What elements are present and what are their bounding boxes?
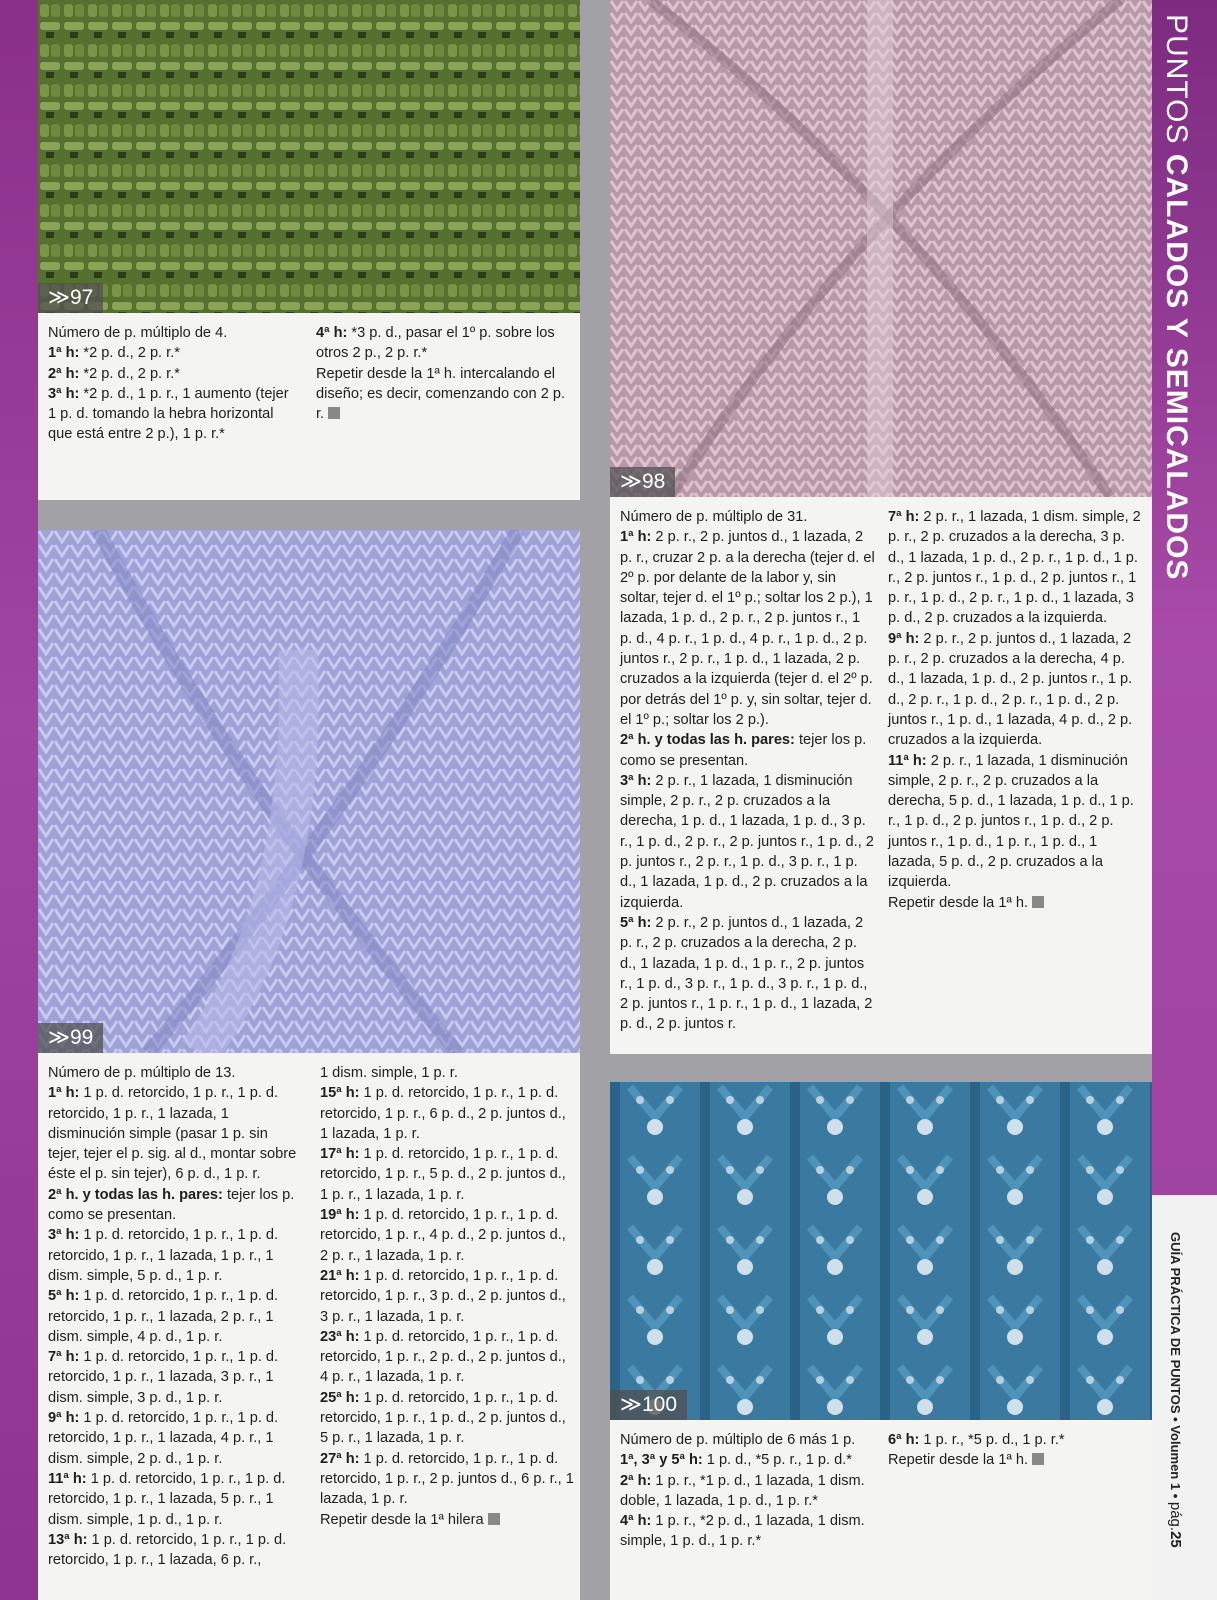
instruction-line: 2ª h. y todas las h. pares: tejer los p. como se presentan. xyxy=(620,732,867,769)
instruction-line: 15ª h: 1 p. d. retorcido, 1 p. r., 1 p. d. retorcido, 1 p. r., 6 p. d., 2 p. juntos d., 1 lazada, 1 p. r. xyxy=(320,1085,566,1142)
instruction-line: Número de p. múltiplo de 6 más 1 p. xyxy=(620,1432,856,1448)
instruction-line: 11ª h: 1 p. d. retorcido, 1 p. r., 1 p. d. retorcido, 1 p. r., 1 lazada, 5 p. r., 1 dism. simple, 1 p. d., 1 p. r. xyxy=(48,1470,286,1528)
instruction-line: 4ª h: *3 p. d., pasar el 1º p. sobre los otros 2 p., 2 p. r.* xyxy=(316,325,555,362)
instruction-line: Repetir desde la 1ª h. xyxy=(888,893,1144,913)
instruction-line: Repetir desde la 1ª h. intercalando el diseño; es decir, comenzando con 2 p. r. xyxy=(316,365,566,423)
instruction-line: Número de p. múltiplo de 31. xyxy=(620,509,808,525)
instruction-line: 1ª h: *2 p. d., 2 p. r.* xyxy=(48,345,180,362)
side-title-light: PUNTOS xyxy=(1160,14,1193,154)
instruction-line: Repetir desde la 1ª hilera xyxy=(320,1510,574,1530)
swatch-photo-98 xyxy=(610,0,1152,497)
instruction-line: Repetir desde la 1ª h. xyxy=(888,1450,1144,1470)
instruction-line: 1 dism. simple, 1 p. r. xyxy=(320,1065,458,1081)
instructions-col-2 xyxy=(316,323,566,424)
left-color-band xyxy=(0,0,38,1600)
instructions-col-1 xyxy=(620,1430,876,1552)
end-square-icon xyxy=(488,1513,500,1525)
instruction-line: 3ª h: *2 p. d., 1 p. r., 1 aumento (tejer 1 p. d. tomando la hebra horizontal que está entre 2 p.), 1 p. r.* xyxy=(48,385,289,443)
instruction-line: 5ª h: 1 p. d. retorcido, 1 p. r., 1 p. d. retorcido, 1 p. r., 1 lazada, 2 p. r., 1 dism. simple, 4 p. d., 1 p. r. xyxy=(48,1288,279,1345)
instruction-line: 2ª h: *2 p. d., 2 p. r.* xyxy=(48,365,180,382)
lavender-knit-swatch xyxy=(38,530,580,1053)
swatch-number-99: ≫99 xyxy=(38,1023,103,1053)
instruction-line: 19ª h: 1 p. d. retorcido, 1 p. r., 1 p. d. retorcido, 1 p. r., 4 p. d., 2 p. juntos d., 2 p. r., 1 lazada, 1 p. r. xyxy=(320,1207,566,1264)
instructions-col-2 xyxy=(888,507,1144,913)
instruction-line: 4ª h: 1 p. r., *2 p. d., 1 lazada, 1 dism. simple, 1 p. d., 1 p. r.* xyxy=(620,1513,865,1550)
blue-knit-swatch xyxy=(610,1082,1152,1420)
instruction-line: 7ª h: 1 p. d. retorcido, 1 p. r., 1 p. d. retorcido, 1 p. r., 1 lazada, 3 p. r., 1 dism. simple, 3 p. d., 1 p. r. xyxy=(48,1349,279,1406)
instructions-col-1 xyxy=(48,323,298,445)
instruction-line: 23ª h: 1 p. d. retorcido, 1 p. r., 1 p. d. retorcido, 1 p. r., 2 p. d., 2 p. juntos d., 4 p. r., 1 lazada, 1 p. r. xyxy=(320,1328,566,1386)
instruction-line: 1ª h: 2 p. r., 2 p. juntos d., 1 lazada, 2 p. r., cruzar 2 p. a la derecha (tejer d. el 2º p. por delante de la labor y, sin soltar, tejer d. el 1º p.; soltar los 2 p.), 1 lazada, 1 p. d., 2 p. r., 2 p. juntos r., 1 p. d., 4 p. r., 1 p. d., 4 p. r., 1 p. d., 2 p. juntos r., 2 p. r., 1 p. d., 1 lazada, 2 p. cruzados a la izquierda (tejer d. el 2º p. por detrás del 1º p. y, sin soltar, tejer d. el 1º p.; soltar los 2 p.). xyxy=(620,529,875,728)
green-knit-swatch xyxy=(38,0,580,313)
side-title-bold: CALADOS Y SEMICALADOS xyxy=(1160,153,1193,581)
section-side-title xyxy=(1157,14,1195,604)
instructions-col-2 xyxy=(320,1063,574,1530)
section-divider xyxy=(38,500,580,530)
swatch-photo-100 xyxy=(610,1082,1152,1420)
instruction-line: 27ª h: 1 p. d. retorcido, 1 p. r., 1 p. d. retorcido, 1 p. r., 2 p. juntos d., 6 p. r., 1 lazada, 1 p. r. xyxy=(320,1450,574,1508)
instruction-line: 21ª h: 1 p. d. retorcido, 1 p. r., 1 p. d. retorcido, 1 p. r., 3 p. d., 2 p. juntos d., 3 p. r., 1 lazada, 1 p. r. xyxy=(320,1267,566,1325)
instructions-col-1 xyxy=(48,1063,302,1570)
swatch-photo-99 xyxy=(38,530,580,1053)
instruction-line: 9ª h: 1 p. d. retorcido, 1 p. r., 1 p. d. retorcido, 1 p. r., 1 lazada, 4 p. r., 1 dism. simple, 2 p. d., 1 p. r. xyxy=(48,1410,279,1467)
instruction-line: 5ª h: 2 p. r., 2 p. juntos d., 1 lazada, 2 p. r., 2 p. cruzados a la derecha, 2 p. d., 1 lazada, 1 p. d., 1 p. r., 2 p. juntos r., 1 p. d., 3 p. r., 1 p. d., 3 p. r., 1 p. d., 2 p. juntos r., 1 p. r., 1 p. d., 1 lazada, 2 p. d., 2 p. juntos r. xyxy=(620,914,873,1033)
instructions-col-1 xyxy=(620,507,876,1035)
instruction-line: 9ª h: 2 p. r., 2 p. juntos d., 1 lazada, 2 p. r., 2 p. cruzados a la derecha, 4 p. d., 1 lazada, 1 p. d., 2 p. juntos r., 1 p. d., 2 p. r., 1 p. d., 2 p. r., 1 p. d., 2 p. juntos r., 1 p. d., 1 lazada, 4 p. d., 2 p. cruzados a la izquierda. xyxy=(888,630,1133,749)
section-divider xyxy=(610,1054,1152,1082)
instructions-panel-97 xyxy=(38,313,580,500)
swatch-number-98: ≫98 xyxy=(610,467,675,497)
end-square-icon xyxy=(328,407,340,419)
instruction-line: 7ª h: 2 p. r., 1 lazada, 1 dism. simple, 2 p. r., 2 p. cruzados a la derecha, 3 p. d., 1 lazada, 1 p. d., 2 p. r., 1 p. d., 1 p. r., 2 p. juntos r., 1 p. d., 2 p. juntos r., 1 p. r., 1 p. d., 2 p. r., 1 p. d., 1 lazada, 3 p. d., 2 p. cruzados a la izquierda. xyxy=(888,509,1141,627)
instruction-line: 3ª h: 2 p. r., 1 lazada, 1 disminución simple, 2 p. r., 2 p. cruzados a la derecha, 1 p. d., 1 lazada, 1 p. d., 3 p. r., 1 p. d., 2 p. r., 2 p. juntos r., 1 p. d., 2 p. juntos r., 2 p. r., 1 p. d., 3 p. r., 1 p. d., 1 lazada, 1 p. d., 2 p. cruzados a la izquierda. xyxy=(620,772,874,911)
swatch-number-97: ≫97 xyxy=(38,283,103,313)
instruction-line: Número de p. múltiplo de 13. xyxy=(48,1065,236,1081)
end-square-icon xyxy=(1032,1453,1044,1465)
instruction-line: 11ª h: 2 p. r., 1 lazada, 1 disminución simple, 2 p. r., 2 p. cruzados a la derecha, 5 p. d., 1 lazada, 1 p. d., 1 p. r., 1 p. d., 2 p. juntos r., 1 p. d., 2 p. juntos r., 1 p. d., 1 p. r., 1 p. d., 1 lazada, 5 p. d., 2 p. cruzados a la izquierda. xyxy=(888,752,1134,891)
instruction-line: 13ª h: 1 p. d. retorcido, 1 p. r., 1 p. d. retorcido, 1 p. r., 1 lazada, 6 p. r., xyxy=(48,1531,287,1569)
instruction-line: 17ª h: 1 p. d. retorcido, 1 p. r., 1 p. d. retorcido, 1 p. r., 5 p. d., 2 p. juntos d., 1 p. r., 1 lazada, 1 p. r. xyxy=(320,1146,566,1203)
instructions-panel-100 xyxy=(610,1420,1152,1600)
column-gutter xyxy=(580,0,610,1600)
instructions-col-2 xyxy=(888,1430,1144,1471)
footer-publication: GUÍA PRÁCTICA DE PUNTOS • Volumen 1 • xyxy=(1168,1232,1183,1502)
swatch-number-100: ≫100 xyxy=(610,1390,687,1420)
page-footer xyxy=(1162,1232,1192,1592)
instructions-panel-99 xyxy=(38,1053,580,1600)
swatch-photo-97 xyxy=(38,0,580,313)
instruction-line: 2ª h. y todas las h. pares: tejer los p. como se presentan. xyxy=(48,1186,295,1224)
pink-knit-swatch xyxy=(610,0,1152,497)
page-number: 25 xyxy=(1167,1531,1184,1548)
footer-page-label: pág. xyxy=(1167,1501,1184,1532)
instruction-line: 25ª h: 1 p. d. retorcido, 1 p. r., 1 p. d. retorcido, 1 p. r., 1 p. d., 2 p. juntos d., 5 p. r., 1 lazada, 1 p. r. xyxy=(320,1389,566,1447)
end-square-icon xyxy=(1032,896,1044,908)
instruction-line: 3ª h: 1 p. d. retorcido, 1 p. r., 1 p. d. retorcido, 1 p. r., 1 lazada, 1 p. r., 1 dism. simple, 5 p. d., 1 p. r. xyxy=(48,1227,279,1284)
instruction-line: 2ª h: 1 p. r., *1 p. d., 1 lazada, 1 dism. doble, 1 lazada, 1 p. d., 1 p. r.* xyxy=(620,1472,865,1509)
instruction-line: 6ª h: 1 p. r., *5 p. d., 1 p. r.* xyxy=(888,1432,1065,1448)
instruction-line: Número de p. múltiplo de 4. xyxy=(48,325,228,341)
instructions-panel-98 xyxy=(610,497,1152,1054)
instruction-line: 1ª h: 1 p. d. retorcido, 1 p. r., 1 p. d. retorcido, 1 p. r., 1 lazada, 1 disminución simple (pasar 1 p. sin tejer, tejer el p. sig. al d., montar sobre éste el p. sin tejer), 6 p. d., 1 p. r. xyxy=(48,1085,297,1183)
instruction-line: 1ª, 3ª y 5ª h: 1 p. d., *5 p. r., 1 p. d.* xyxy=(620,1452,852,1469)
